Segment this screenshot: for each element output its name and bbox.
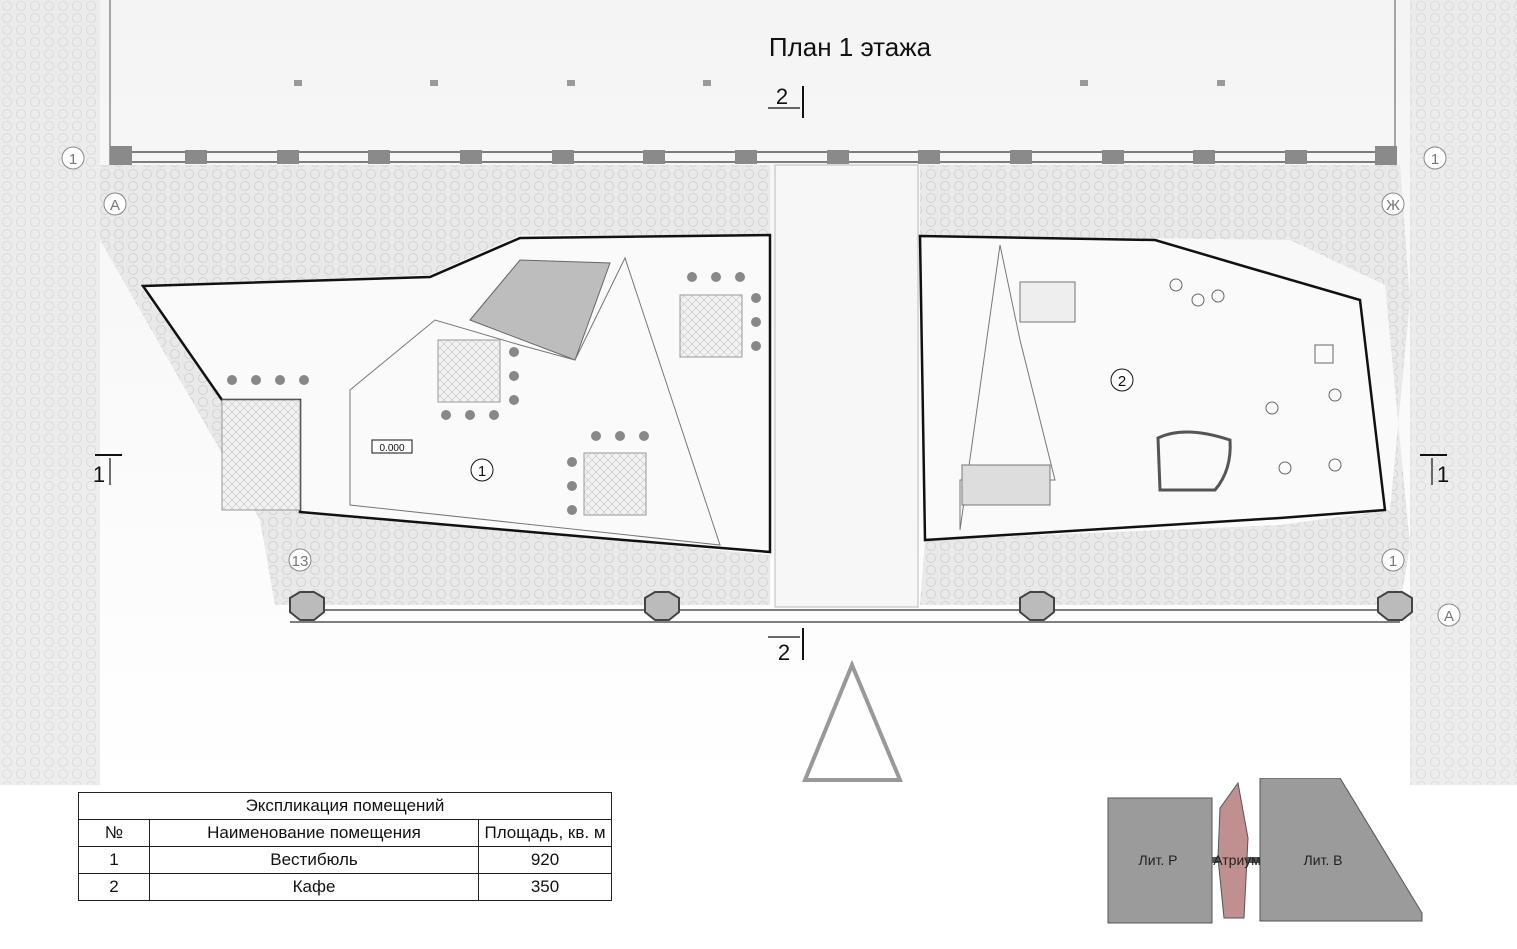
key-label-right: Лит. В bbox=[1303, 852, 1343, 868]
key-plan bbox=[1100, 778, 1430, 928]
row-area: 920 bbox=[479, 847, 612, 874]
axis-label-top-right: 1 bbox=[1430, 151, 1440, 168]
planter-1 bbox=[438, 340, 500, 402]
header-name: Наименование помещения bbox=[150, 820, 479, 847]
axis-label-bottom-left: 13 bbox=[291, 553, 309, 570]
row-number: 1 bbox=[79, 847, 150, 874]
axis-label-left-a: А bbox=[109, 197, 121, 214]
table-row bbox=[79, 847, 612, 874]
row-area: 350 bbox=[479, 874, 612, 901]
key-label-left: Лит. Р bbox=[1138, 852, 1178, 868]
section-label-top: 2 bbox=[775, 84, 789, 109]
stair-block-1 bbox=[222, 400, 300, 510]
section-label-left: 1 bbox=[92, 462, 106, 487]
central-passage bbox=[775, 165, 918, 607]
planter-2 bbox=[680, 295, 742, 357]
explication-table bbox=[78, 792, 612, 901]
explication-caption: Экспликация помещений bbox=[79, 793, 612, 820]
stair-block-3 bbox=[962, 465, 1050, 505]
axis-label-bottom-right-a: А bbox=[1443, 608, 1455, 625]
level-mark: 0.000 bbox=[379, 443, 405, 454]
header-number: № bbox=[79, 820, 150, 847]
axis-label-right-zh: Ж bbox=[1386, 197, 1400, 214]
planter-3 bbox=[584, 453, 646, 515]
row-name: Кафе bbox=[150, 874, 479, 901]
plan-title: План 1 этажа bbox=[768, 32, 932, 62]
table-row bbox=[79, 874, 612, 901]
axis-label-top-left: 1 bbox=[68, 151, 78, 168]
header-area: Площадь, кв. м bbox=[479, 820, 612, 847]
key-building-right bbox=[1260, 778, 1422, 921]
axis-label-bottom-right-1: 1 bbox=[1388, 553, 1398, 570]
room-marker-1: 1 bbox=[477, 463, 487, 480]
key-atrium bbox=[1218, 783, 1248, 918]
stair-block-2 bbox=[1020, 282, 1075, 322]
section-label-bottom: 2 bbox=[777, 640, 791, 665]
left-paving bbox=[0, 0, 100, 785]
right-paving bbox=[1410, 0, 1517, 785]
row-name: Вестибюль bbox=[150, 847, 479, 874]
key-label-atrium: Атриум bbox=[1213, 852, 1261, 868]
room-marker-2: 2 bbox=[1117, 373, 1127, 390]
row-number: 2 bbox=[79, 874, 150, 901]
section-label-right: 1 bbox=[1436, 462, 1450, 487]
